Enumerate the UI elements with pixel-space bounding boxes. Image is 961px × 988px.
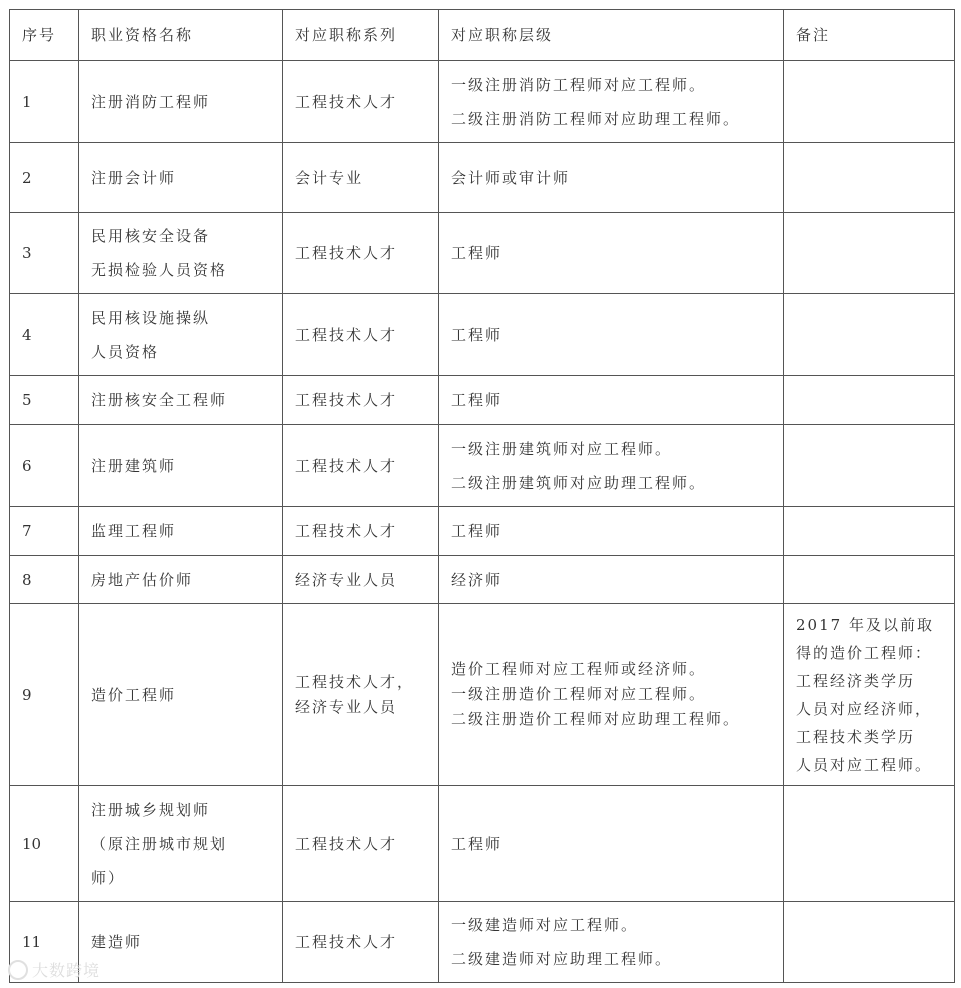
table-row <box>10 61 955 143</box>
table-row <box>10 213 955 294</box>
cell-remarks-line: 2017 年及以前取 <box>796 615 934 634</box>
cell-qualification-name-line: 造价工程师 <box>91 685 177 704</box>
cell-remarks-line: 得的造价工程师： <box>796 643 933 662</box>
watermark-text: 大数跨境 <box>32 961 101 980</box>
cell-title-series-line: 工程技术人才 <box>295 325 398 344</box>
qualification-table <box>9 9 955 983</box>
cell-qualification-name-line: 师） <box>91 868 126 887</box>
cell-title-series <box>283 902 439 983</box>
header-title-level: 对应职称层级 <box>439 10 784 61</box>
cell-qualification-name <box>79 61 283 143</box>
cell-qualification-name <box>79 425 283 507</box>
cell-title-series-line: 经济专业人员 <box>295 570 398 589</box>
table-row <box>10 507 955 556</box>
cell-title-series <box>283 294 439 376</box>
cell-qualification-name <box>79 556 283 604</box>
cell-title-series-line: 工程技术人才， <box>295 672 415 691</box>
header-qualification-name: 职业资格名称 <box>79 10 283 61</box>
cell-title-level-line: 工程师 <box>451 391 503 409</box>
cell-qualification-name-line: 注册会计师 <box>91 168 177 187</box>
cell-remarks <box>784 294 955 376</box>
cell-title-level <box>439 902 784 983</box>
table-row <box>10 143 955 213</box>
cell-serial-no: 7 <box>10 507 79 556</box>
cell-title-series-line: 会计专业 <box>295 168 364 187</box>
cell-title-level-line: 一级注册造价工程师对应工程师。 <box>451 685 707 703</box>
header-title-series: 对应职称系列 <box>283 10 439 61</box>
cell-title-level <box>439 786 784 902</box>
cell-qualification-name-line: 注册核安全工程师 <box>91 391 228 409</box>
cell-title-level <box>439 425 784 507</box>
cell-title-level <box>439 143 784 213</box>
cell-title-level-line: 工程师 <box>451 325 503 344</box>
cell-qualification-name-line: 注册城乡规划师 <box>91 800 211 819</box>
cell-title-level-line: 二级建造师对应助理工程师。 <box>451 950 673 968</box>
cell-remarks <box>784 425 955 507</box>
cell-remarks <box>784 507 955 556</box>
cell-title-level-line: 一级建造师对应工程师。 <box>451 916 639 934</box>
cell-serial-no: 8 <box>10 556 79 604</box>
cell-title-level-line: 造价工程师对应工程师或经济师。 <box>451 660 707 678</box>
cell-remarks-line: 工程经济类学历 <box>796 671 916 690</box>
cell-serial-no: 6 <box>10 425 79 507</box>
cell-qualification-name-line: 建造师 <box>91 933 143 951</box>
cell-title-level-line: 二级注册建筑师对应助理工程师。 <box>451 473 707 492</box>
cell-title-level <box>439 61 784 143</box>
cell-title-level-line: 工程师 <box>451 522 503 540</box>
cell-serial-no: 11 <box>10 902 79 983</box>
table-row <box>10 556 955 604</box>
cell-qualification-name-line: 房地产估价师 <box>91 570 194 589</box>
cell-serial-no: 10 <box>10 786 79 902</box>
cell-title-level <box>439 604 784 786</box>
cell-remarks <box>784 556 955 604</box>
cell-serial-no: 1 <box>10 61 79 143</box>
cell-serial-no: 5 <box>10 376 79 425</box>
cell-qualification-name-line: 监理工程师 <box>91 522 177 540</box>
cell-title-level-line: 会计师或审计师 <box>451 168 571 187</box>
cell-remarks <box>784 786 955 902</box>
cell-qualification-name <box>79 507 283 556</box>
cell-title-level <box>439 213 784 294</box>
cell-remarks <box>784 604 955 786</box>
cell-qualification-name-line: 无损检验人员资格 <box>91 261 228 279</box>
cell-title-series-line: 工程技术人才 <box>295 933 398 951</box>
cell-title-series-line: 经济专业人员 <box>295 697 398 716</box>
cell-title-level-line: 二级注册消防工程师对应助理工程师。 <box>451 109 741 128</box>
cell-remarks-line: 人员对应工程师。 <box>796 755 933 774</box>
cell-qualification-name <box>79 143 283 213</box>
cell-title-series <box>283 213 439 294</box>
cell-title-level <box>439 556 784 604</box>
cell-qualification-name <box>79 604 283 786</box>
cell-title-level <box>439 507 784 556</box>
cell-remarks <box>784 902 955 983</box>
cell-title-series-line: 工程技术人才 <box>295 244 398 262</box>
cell-qualification-name-line: （原注册城市规划 <box>91 834 228 853</box>
cell-qualification-name-line: 民用核设施操纵 <box>91 308 211 327</box>
cell-title-series <box>283 786 439 902</box>
cell-serial-no: 9 <box>10 604 79 786</box>
cell-title-series <box>283 143 439 213</box>
cell-remarks-line: 人员对应经济师， <box>796 699 933 718</box>
cell-title-series <box>283 425 439 507</box>
cell-title-series-line: 工程技术人才 <box>295 522 398 540</box>
header-remarks: 备注 <box>784 10 955 61</box>
cell-remarks-line: 工程技术类学历 <box>796 727 916 746</box>
cell-title-series-line: 工程技术人才 <box>295 391 398 409</box>
cell-title-level-line: 二级注册造价工程师对应助理工程师。 <box>451 710 741 728</box>
cell-remarks <box>784 213 955 294</box>
table-row <box>10 376 955 425</box>
cell-qualification-name <box>79 213 283 294</box>
cell-title-series <box>283 507 439 556</box>
cell-title-level-line: 经济师 <box>451 570 503 589</box>
header-serial-no: 序号 <box>10 10 79 61</box>
table-row <box>10 902 955 983</box>
cell-qualification-name <box>79 294 283 376</box>
cell-qualification-name-line: 人员资格 <box>91 342 160 361</box>
cell-title-level-line: 一级注册消防工程师对应工程师。 <box>451 75 707 94</box>
table-header-row <box>10 10 955 61</box>
cell-remarks <box>784 143 955 213</box>
cell-qualification-name <box>79 786 283 902</box>
cell-title-series <box>283 61 439 143</box>
cell-title-level-line: 一级注册建筑师对应工程师。 <box>451 439 673 458</box>
cell-qualification-name-line: 民用核安全设备 <box>91 227 211 245</box>
watermark <box>8 958 100 981</box>
cell-qualification-name-line: 注册消防工程师 <box>91 92 211 111</box>
cell-title-series-line: 工程技术人才 <box>295 92 398 111</box>
cell-title-level <box>439 376 784 425</box>
cell-title-series-line: 工程技术人才 <box>295 834 398 853</box>
cell-serial-no: 4 <box>10 294 79 376</box>
watermark-logo-icon <box>8 960 28 980</box>
cell-title-level-line: 工程师 <box>451 834 503 853</box>
cell-title-series <box>283 604 439 786</box>
cell-remarks <box>784 376 955 425</box>
cell-serial-no: 3 <box>10 213 79 294</box>
cell-title-level-line: 工程师 <box>451 244 503 262</box>
cell-qualification-name <box>79 902 283 983</box>
table-row <box>10 425 955 507</box>
cell-title-level <box>439 294 784 376</box>
cell-qualification-name-line: 注册建筑师 <box>91 456 177 475</box>
table-row <box>10 604 955 786</box>
cell-serial-no: 2 <box>10 143 79 213</box>
table-row <box>10 294 955 376</box>
cell-qualification-name <box>79 376 283 425</box>
cell-title-series <box>283 556 439 604</box>
table-row <box>10 786 955 902</box>
cell-title-series <box>283 376 439 425</box>
cell-title-series-line: 工程技术人才 <box>295 456 398 475</box>
cell-remarks <box>784 61 955 143</box>
